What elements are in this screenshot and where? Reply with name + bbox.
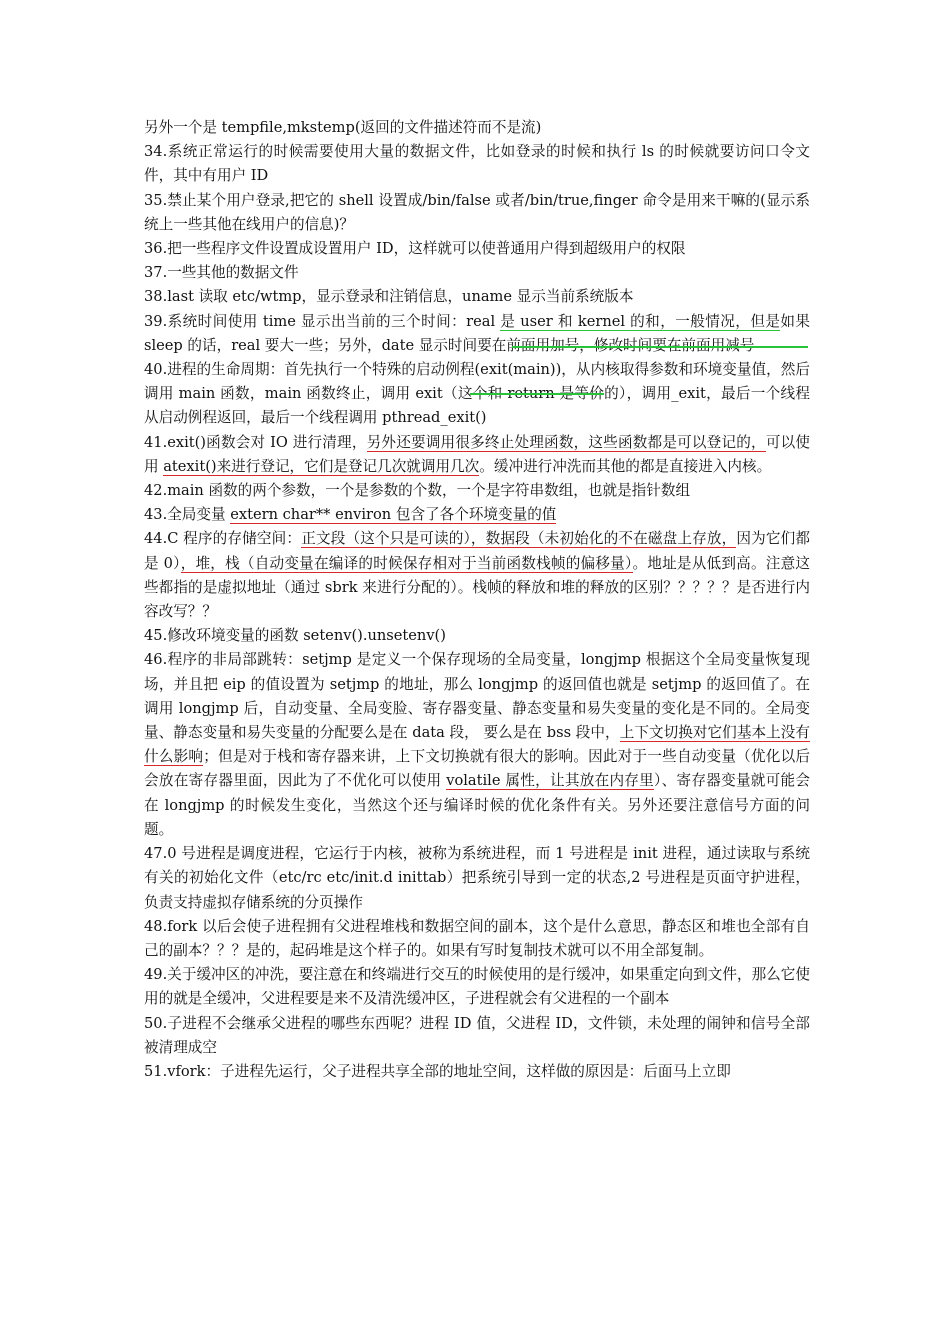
text-segment: 41.exit()函数会对 IO 进行清理， (144, 433, 367, 451)
text-segment: 51.vfork：子进程先运行，父子进程共享全部的地址空间，这样做的原因是：后面马上立即 (144, 1062, 731, 1080)
text-segment: 43.全局变量 (144, 506, 231, 524)
text-segment: 38.last 读取 etc/wtmp，显示登录和注销信息，uname 显示当前系统版本 (144, 288, 634, 306)
text-segment: 另外一个是 tempfile,mkstemp(返回的文件描述符而不是流) (144, 119, 542, 136)
paragraph (144, 963, 810, 1011)
text-segment: 50.子进程不会继承父进程的哪些东西呢？进程 ID 值，父进程 ID，文件锁，未处理的闹钟和信号全部被清理成空 (144, 1014, 810, 1056)
green-highlight-stroke (512, 346, 808, 348)
text-segment: 47.0 号进程是调度进程，它运行于内核，被称为系统进程，而 1 号进程是 init 进程，通过读取与系统有关的初始化文件（etc/rc etc/init.d inittab）把系统引导到一定的状态,2 号进程是页面守护进程，负责支持虚拟存储系统的分页操作 (144, 845, 810, 911)
paragraph (144, 285, 810, 309)
paragraph (144, 648, 810, 842)
paragraph (144, 431, 810, 479)
paragraph (144, 1060, 810, 1084)
underlined-text: ，堆，栈（自动变量在编译的时候保存相对于当前函数栈帧的偏移量） (180, 554, 633, 572)
paragraph (144, 624, 810, 648)
paragraph (144, 503, 810, 527)
underlined-text: 是 user 和 kernel 的和，一般情况，但是 (500, 312, 781, 330)
text-segment: 如果 sleep 的话，real 要大一些；另外，date 显示时间要在前面用加号，修改时间要在前面用减号 (144, 312, 810, 354)
document-body (144, 116, 810, 1084)
underlined-text: 上下文切换对它们基本上没有什么影响 (144, 724, 810, 766)
paragraph (144, 915, 810, 963)
underlined-text: 正文段（这个只是可读的），数据段（未初始化的不在磁盘上存放， (301, 530, 737, 548)
text-segment: 39.系统时间使用 time 显示出当前的三个时间：real (144, 312, 501, 330)
text-segment: 42.main 函数的两个参数，一个是参数的个数，一个是字符串数组，也就是指针数组 (144, 482, 691, 500)
paragraph (144, 140, 810, 188)
paragraph (144, 1012, 810, 1060)
paragraph (144, 189, 810, 237)
text-segment: 49.关于缓冲区的冲洗，要注意在和终端进行交互的时候使用的是行缓冲，如果重定向到文件，那么它使用的就是全缓冲，父进程要是来不及清洗缓冲区，子进程就会有父进程的一个副本 (144, 966, 810, 1008)
underlined-text: atexit()来进行登记，它们是登记几次就调用几次 (163, 457, 480, 475)
paragraph (144, 842, 810, 915)
paragraph (144, 479, 810, 503)
text-segment: 因为它们都是 0） (144, 530, 811, 572)
text-segment: 45.修改环境变量的函数 setenv().unsetenv() (144, 627, 446, 645)
underlined-text: extern char** environ 包含了各个环境变量的值 (230, 506, 557, 524)
text-segment: 。缓冲进行冲洗而其他的都是直接进入内核。 (479, 457, 772, 475)
text-segment: 48.fork 以后会使子进程拥有父进程堆栈和数据空间的副本，这个是什么意思，静态区和堆也全部有自己的副本？？？是的，起码堆是这个样子的。如果有写时复制技术就可以不用全部复制。 (144, 917, 810, 959)
text-segment: 35.禁止某个用户登录,把它的 shell 设置成/bin/false 或者/bin/true,finger 命令是用来干嘛的(显示系统上一些其他在线用户的信息)？ (144, 191, 810, 233)
text-segment: 。地址是从低到高。注意这些都指的是虚拟地址（通过 sbrk 来进行分配的）。栈帧的释放和堆的释放的区别？？？？？是否进行内容改写？？ (144, 554, 811, 621)
text-segment: 46.程序的非局部跳转：setjmp 是定义一个保存现场的全局变量，longjmp 根据这个全局变量恢复现场，并且把 eip 的值设置为 setjmp 的地址，那么 longjmp 的返回值也就是 setjmp 的返回值了。在调用 longjmp 后，自动变量、全局变脸、寄存器变量、静态变量和易失变量的变化是不同的。全局变量、静态变量和易失变量的分配要么是在 data 段， 要么是在 bss 段中， (144, 651, 810, 742)
text-segment: 可以使用 (144, 433, 810, 475)
underlined-text: 另外还要调用很多终止处理函数，这些函数都是可以登记的， (366, 433, 766, 451)
paragraph (144, 310, 810, 358)
paragraph (144, 116, 810, 140)
text-segment: 44.C 程序的存储空间： (144, 530, 302, 548)
text-segment: ；但是对于栈和寄存器来讲，上下文切换就有很大的影响。因此对于一些自动变量（优化以后会放在寄存器里面，因此为了不优化可以使用 (144, 748, 810, 790)
paragraph (144, 261, 810, 285)
text-segment: 37.一些其他的数据文件 (144, 264, 299, 282)
text-segment: 36.把一些程序文件设置成设置用户 ID，这样就可以使普通用户得到超级用户的权限 (144, 240, 686, 258)
green-highlight-stroke (470, 393, 604, 395)
underlined-text: volatile 属性，让其放在内存里 (446, 772, 655, 790)
paragraph (144, 527, 810, 624)
text-segment: 40.进程的生命周期：首先执行一个特殊的启动例程(exit(main))，从内核取得参数和环境变量值，然后调用 main 函数，main 函数终止，调用 exit（这个和 return 是等价的），调用_exit，最后一个线程从启动例程返回，最后一个线程调用 pthread_exit() (144, 361, 810, 427)
paragraph (144, 237, 810, 261)
text-segment: ）、寄存器变量就可能会在 longjmp 的时候发生变化，当然这个还与编译时候的优化条件有关。另外还要注意信号方面的问题。 (144, 772, 810, 838)
text-segment: 34.系统正常运行的时候需要使用大量的数据文件，比如登录的时候和执行 ls 的时候就要访问口令文件，其中有用户 ID (144, 143, 810, 185)
